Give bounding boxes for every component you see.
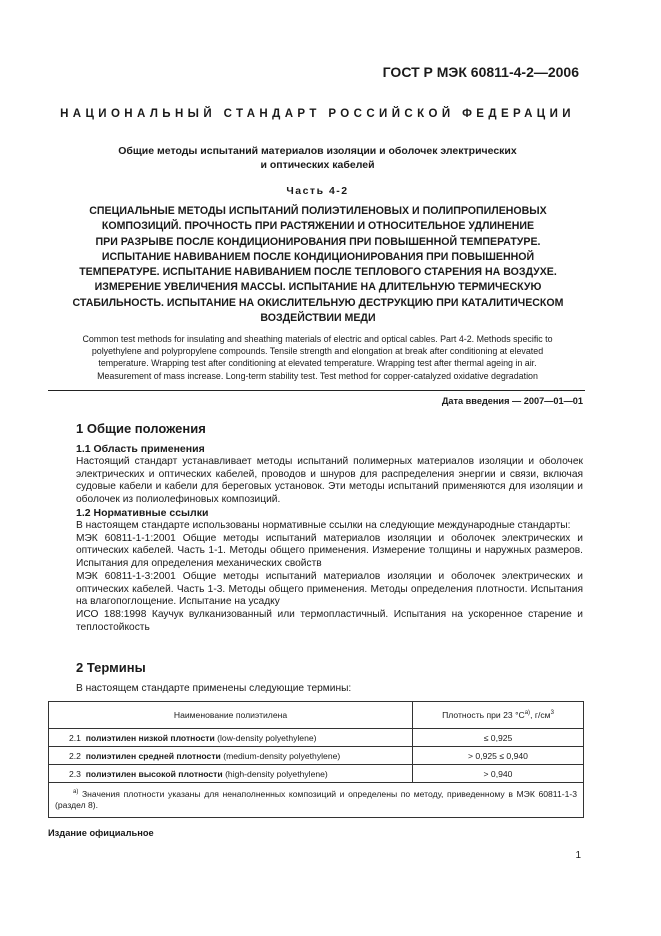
term-name: полиэтилен средней плотности xyxy=(85,750,221,761)
term-cell xyxy=(49,729,413,747)
table-footnote xyxy=(49,783,584,818)
table-row xyxy=(49,747,584,765)
terms-table-wrapper xyxy=(48,701,584,818)
footnote-marker: а) xyxy=(524,710,531,717)
scope-text: Настоящий стандарт устанавливает методы испытаний полимерных материалов изоляции и оболочек электрических и оптических кабелей, проводов и шнуров для распределения энергии и связи, включая судовые кабели и кабели для береговых установок. Эти методы испытаний применяются для изоляции и оболочек из полиолефиновых композиций. xyxy=(76,456,583,506)
subtitle-line: ТЕМПЕРАТУРЕ. ИСПЫТАНИЕ НАВИВАНИЕМ ПОСЛЕ ТЕПЛОВОГО СТАРЕНИЯ НА ВОЗДУХЕ. xyxy=(79,266,557,279)
terms-intro: В настоящем стандарте применены следующие термины: xyxy=(76,683,352,694)
term-english: (medium-density polyethylene) xyxy=(223,750,341,761)
section-2-heading: 2 Термины xyxy=(76,660,146,675)
table-header-density xyxy=(413,702,584,729)
title-line: и оптических кабелей xyxy=(260,159,375,171)
reference-item: МЭК 60811-1-1:2001 Общие методы испытаний материалов изоляции и оболочек электрических и оптических кабелей. Часть 1-1. Методы общего применения. Измерение толщины и наружных размеров. Испытания для определения механических свойств xyxy=(76,532,583,570)
term-number: 2.1 xyxy=(69,732,81,743)
subtitle-line: СТАБИЛЬНОСТЬ. ИСПЫТАНИЕ НА ОКИСЛИТЕЛЬНУЮ ДЕСТРУКЦИЮ ПРИ КАТАЛИТИЧЕСКОМ xyxy=(72,296,564,309)
standard-banner: НАЦИОНАЛЬНЫЙ СТАНДАРТ РОССИЙСКОЙ ФЕДЕРАЦИИ xyxy=(60,108,575,120)
title-line: Общие методы испытаний материалов изоляции и оболочек электрических xyxy=(118,145,517,157)
title-english xyxy=(50,333,585,382)
subtitle-line: ИСПЫТАНИЕ НАВИВАНИЕМ ПОСЛЕ КОНДИЦИОНИРОВАНИЯ ПРИ ПОВЫШЕННОЙ xyxy=(101,250,535,263)
section-1-2-heading: 1.2 Нормативные ссылки xyxy=(76,507,209,519)
term-name: полиэтилен высокой плотности xyxy=(85,768,223,779)
references-intro: В настоящем стандарте использованы нормативные ссылки на следующие международные стандарты: xyxy=(76,520,571,531)
english-line: Measurement of mass increase. Long-term stability test. Test method for copper-catalyzed oxidative degradation xyxy=(97,370,538,381)
official-edition-label: Издание официальное xyxy=(48,828,154,838)
table-header-name: Наименование полиэтилена xyxy=(49,702,413,729)
title-russian xyxy=(50,144,585,172)
document-code: ГОСТ Р МЭК 60811-4-2—2006 xyxy=(382,64,579,80)
density-header-unit: , г/см xyxy=(530,710,551,720)
subtitle-line: ИЗМЕРЕНИЕ УВЕЛИЧЕНИЯ МАССЫ. ИСПЫТАНИЕ НА ДЛИТЕЛЬНУЮ ТЕРМИЧЕСКУЮ xyxy=(94,281,542,294)
introduction-date: Дата введения — 2007—01—01 xyxy=(441,396,583,406)
density-cell: > 0,925 ≤ 0,940 xyxy=(413,747,584,765)
section-1-heading: 1 Общие положения xyxy=(76,421,206,436)
section-1-1-heading: 1.1 Область применения xyxy=(76,443,205,455)
english-line: temperature. Wrapping test after conditioning at elevated temperature. Wrapping test after thermal ageing in air. xyxy=(98,358,537,369)
term-name: полиэтилен низкой плотности xyxy=(85,732,215,743)
density-cell: > 0,940 xyxy=(413,765,584,783)
term-number: 2.3 xyxy=(69,768,81,779)
part-number: Часть 4-2 xyxy=(286,185,349,197)
references-block xyxy=(50,520,583,634)
term-cell xyxy=(49,765,413,783)
term-english: (low-density polyethylene) xyxy=(217,732,317,743)
subtitle-line: КОМПОЗИЦИЙ. ПРОЧНОСТЬ ПРИ РАСТЯЖЕНИИ И ОТНОСИТЕЛЬНОЕ УДЛИНЕНИЕ xyxy=(101,220,535,233)
table-row xyxy=(49,765,584,783)
english-line: polyethylene and polypropylene compounds. Tensile strength and elongation at break after conditioning at elevated xyxy=(91,346,544,357)
english-line: Common test methods for insulating and sheathing materials of electric and optical cables. Part 4-2. Methods specific to xyxy=(82,334,553,344)
reference-item: МЭК 60811-1-3:2001 Общие методы испытаний материалов изоляции и оболочек электрических и оптических кабелей. Часть 1-3. Методы общего применения. Методы определения плотности. Испытания на влагопоглощение. Испытание на усадку xyxy=(76,570,583,608)
term-number: 2.2 xyxy=(69,750,81,761)
subtitle-line: ПРИ РАЗРЫВЕ ПОСЛЕ КОНДИЦИОНИРОВАНИЯ ПРИ ПОВЫШЕННОЙ ТЕМПЕРАТУРЕ. xyxy=(95,235,541,248)
subtitle-line: СПЕЦИАЛЬНЫЕ МЕТОДЫ ИСПЫТАНИЙ ПОЛИЭТИЛЕНОВЫХ И ПОЛИПРОПИЛЕНОВЫХ xyxy=(89,205,547,217)
table-footnote-row xyxy=(49,783,584,818)
term-english: (high-density polyethylene) xyxy=(225,768,328,779)
unit-exponent: 3 xyxy=(550,710,554,717)
subtitle-line: ВОЗДЕЙСТВИИ МЕДИ xyxy=(260,312,376,325)
page-number: 1 xyxy=(575,850,581,861)
subtitle-block xyxy=(58,204,578,326)
scope-paragraph xyxy=(50,456,583,507)
footnote-marker: а) xyxy=(73,789,79,795)
reference-item: ИСО 188:1998 Каучук вулканизованный или термопластичный. Испытания на ускоренное старение и теплостойкость xyxy=(76,608,583,633)
density-header-prefix: Плотность при 23 °C xyxy=(442,710,525,720)
footnote-text: Значения плотности указаны для ненаполненных композиций и определены по методу, приведенному в МЭК 60811-1-3 (раздел 8). xyxy=(55,788,578,811)
table-row xyxy=(49,729,584,747)
density-cell: ≤ 0,925 xyxy=(413,729,584,747)
horizontal-rule xyxy=(48,390,585,391)
term-cell xyxy=(49,747,413,765)
table-header-row xyxy=(49,702,584,729)
terms-table xyxy=(48,701,584,818)
terms-intro-paragraph xyxy=(50,683,583,696)
